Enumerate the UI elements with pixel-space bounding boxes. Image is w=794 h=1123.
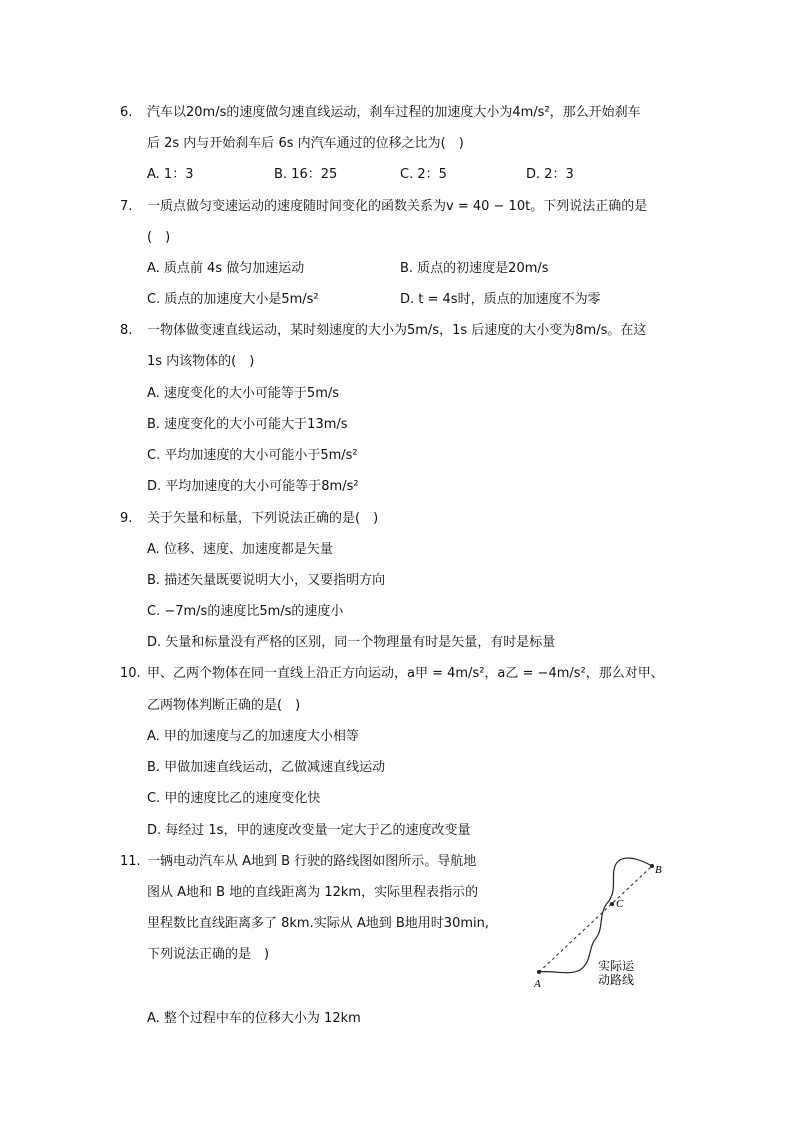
question-number: 7. [120,199,133,214]
point-c-dot [610,902,614,906]
option-b[interactable]: B. 质点的初速度是20m/s [400,261,549,276]
option-a[interactable]: A. 1：3 [147,167,194,182]
option-b[interactable]: B. 描述矢量既要说明大小，又要指明方向 [147,573,386,588]
option-c[interactable]: C. 平均加速度的大小可能小于5m/s² [147,448,358,463]
option-a[interactable]: A. 甲的加速度与乙的加速度大小相等 [147,729,359,744]
question-stem-line: 甲、乙两个物体在同一直线上沿正方向运动，a甲 = 4m/s²，a乙 = −4m/s²，那么对甲、 [147,666,664,681]
question-stem-line: 一辆电动汽车从 A地到 B 行驶的路线图如图所示。导航地 [147,854,477,869]
option-a[interactable]: A. 整个过程中车的位移大小为 12km [147,1011,361,1026]
question-stem-line: 下列说法正确的是 ) [147,947,270,962]
option-b[interactable]: B. 速度变化的大小可能大于13m/s [147,417,348,432]
actual-route-path [539,858,652,973]
option-c[interactable]: C. 甲的速度比乙的速度变化快 [147,791,321,806]
label-a: A [534,978,541,990]
question-number: 9. [120,511,133,526]
label-b: B [655,864,662,876]
option-a[interactable]: A. 位移、速度、加速度都是矢量 [147,542,333,557]
route-figure [528,852,678,992]
option-d[interactable]: D. 每经过 1s，甲的速度改变量一定大于乙的速度改变量 [147,823,471,838]
route-diagram [528,852,678,992]
question-stem-line: 汽车以20m/s的速度做匀速直线运动，刹车过程的加速度大小为4m/s²，那么开始刹车 [147,105,641,120]
option-c[interactable]: C. 2：5 [400,167,447,182]
question-number: 11. [120,854,141,869]
point-a-dot [537,970,541,974]
option-c[interactable]: C. −7m/s的速度比5m/s的速度小 [147,604,344,619]
question-stem-line: 里程数比直线距离多了 8km.实际从 A地到 B地用时30min, [147,916,489,931]
question-stem-line: 乙两物体判断正确的是( ) [147,698,301,713]
question-number: 8. [120,323,133,338]
route-caption-line1: 实际运 [598,959,635,973]
question-stem-line: 后 2s 内与开始刹车后 6s 内汽车通过的位移之比为( ) [147,136,464,151]
option-d[interactable]: D. 矢量和标量没有严格的区别，同一个物理量有时是矢量，有时是标量 [147,635,556,650]
option-c[interactable]: C. 质点的加速度大小是5m/s² [147,292,319,307]
question-stem-line: 一物体做变速直线运动，某时刻速度的大小为5m/s，1s 后速度的大小变为8m/s。在这 [147,323,647,338]
option-a[interactable]: A. 速度变化的大小可能等于5m/s [147,386,340,401]
question-stem-line: ( ) [147,230,171,245]
option-a[interactable]: A. 质点前 4s 做匀加速运动 [147,261,305,276]
question-number: 6. [120,105,133,120]
straight-line-path [539,866,652,972]
option-d[interactable]: D. t = 4s时，质点的加速度不为零 [400,292,601,307]
question-stem-line: 1s 内该物体的( ) [147,354,255,369]
option-d[interactable]: D. 2：3 [526,167,574,182]
point-b-dot [650,864,654,868]
option-b[interactable]: B. 16：25 [274,167,338,182]
label-c: C [616,898,624,910]
question-number: 10. [120,666,141,681]
question-stem-line: 关于矢量和标量，下列说法正确的是( ) [147,511,379,526]
question-stem-line: 图从 A地和 B 地的直线距离为 12km，实际里程表指示的 [147,885,479,900]
route-caption-line2: 动路线 [598,973,635,987]
question-stem-line: 一质点做匀变速运动的速度随时间变化的函数关系为v = 40 − 10t。下列说法正确的是 [147,199,648,214]
option-d[interactable]: D. 平均加速度的大小可能等于8m/s² [147,479,359,494]
option-b[interactable]: B. 甲做加速直线运动，乙做减速直线运动 [147,760,386,775]
